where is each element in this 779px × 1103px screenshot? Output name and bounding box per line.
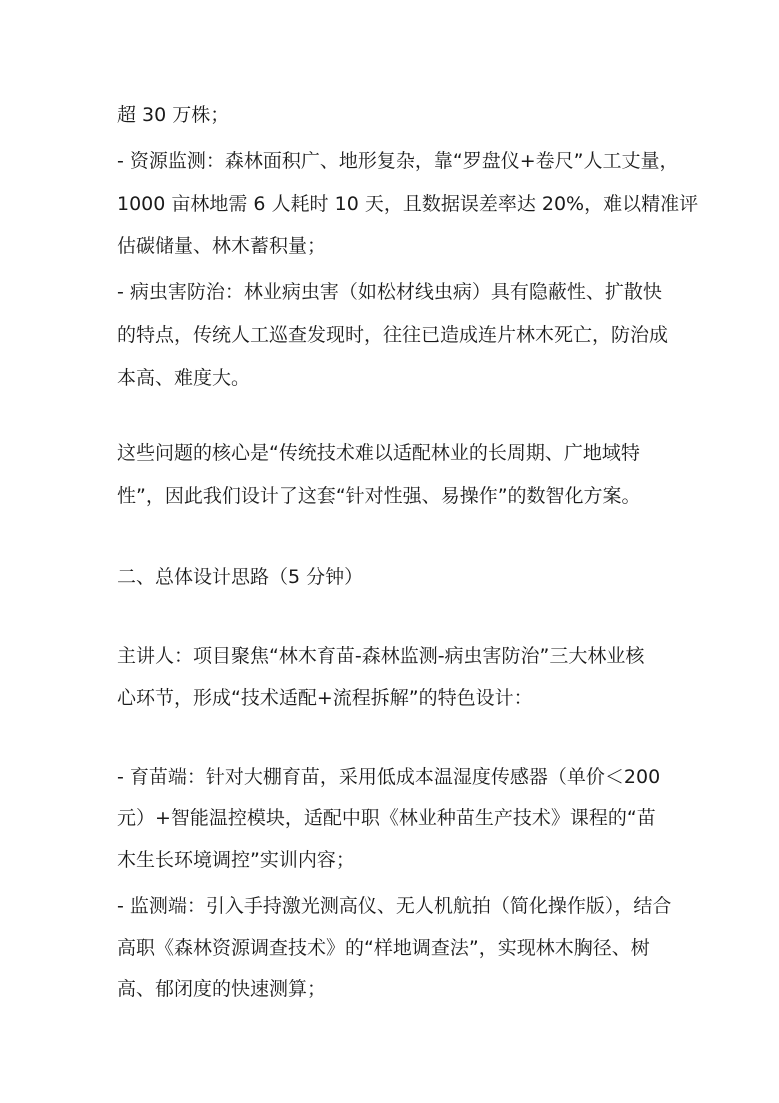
text-line: 估碳储量、林木蓄积量；	[117, 235, 327, 257]
text-line: 这些问题的核心是“传统技术难以适配林业的长周期、广地域特	[117, 442, 640, 464]
text-line: 高、郁闭度的快速测算；	[117, 978, 327, 1000]
text-line: - 病虫害防治：林业病虫害（如松材线虫病）具有隐蔽性、扩散快	[117, 281, 662, 303]
text-line: 木生长环境调控”实训内容；	[117, 849, 355, 871]
text-line: 主讲人：项目聚焦“林木育苗-森林监测-病虫害防治”三大林业核	[117, 645, 645, 667]
text-line: 元）+智能温控模块，适配中职《林业种苗生产技术》课程的“苗	[117, 807, 656, 829]
text-line: - 资源监测：森林面积广、地形复杂，靠“罗盘仪+卷尺”人工丈量，	[117, 150, 679, 172]
text-line: 的特点，传统人工巡查发现时，往往已造成连片林木死亡，防治成	[117, 324, 669, 346]
text-line: 本高、难度大。	[117, 367, 251, 389]
text-line: 高职《森林资源调查技术》的“样地调查法”，实现林木胸径、树	[117, 937, 650, 959]
text-line: 性”，因此我们设计了这套“针对性强、易操作”的数智化方案。	[117, 485, 641, 507]
text-line: - 监测端：引入手持激光测高仪、无人机航拍（简化操作版），结合	[117, 895, 672, 917]
text-line: - 育苗端：针对大棚育苗，采用低成本温湿度传感器（单价＜200	[117, 766, 661, 788]
text-line: 超 30 万株；	[117, 104, 230, 126]
section-heading: 二、总体设计思路（5 分钟）	[117, 566, 364, 588]
text-line: 1000 亩林地需 6 人耗时 10 天，且数据误差率达 20%，难以精准评	[117, 193, 699, 215]
text-line: 心环节，形成“技术适配+流程拆解”的特色设计：	[117, 687, 533, 709]
